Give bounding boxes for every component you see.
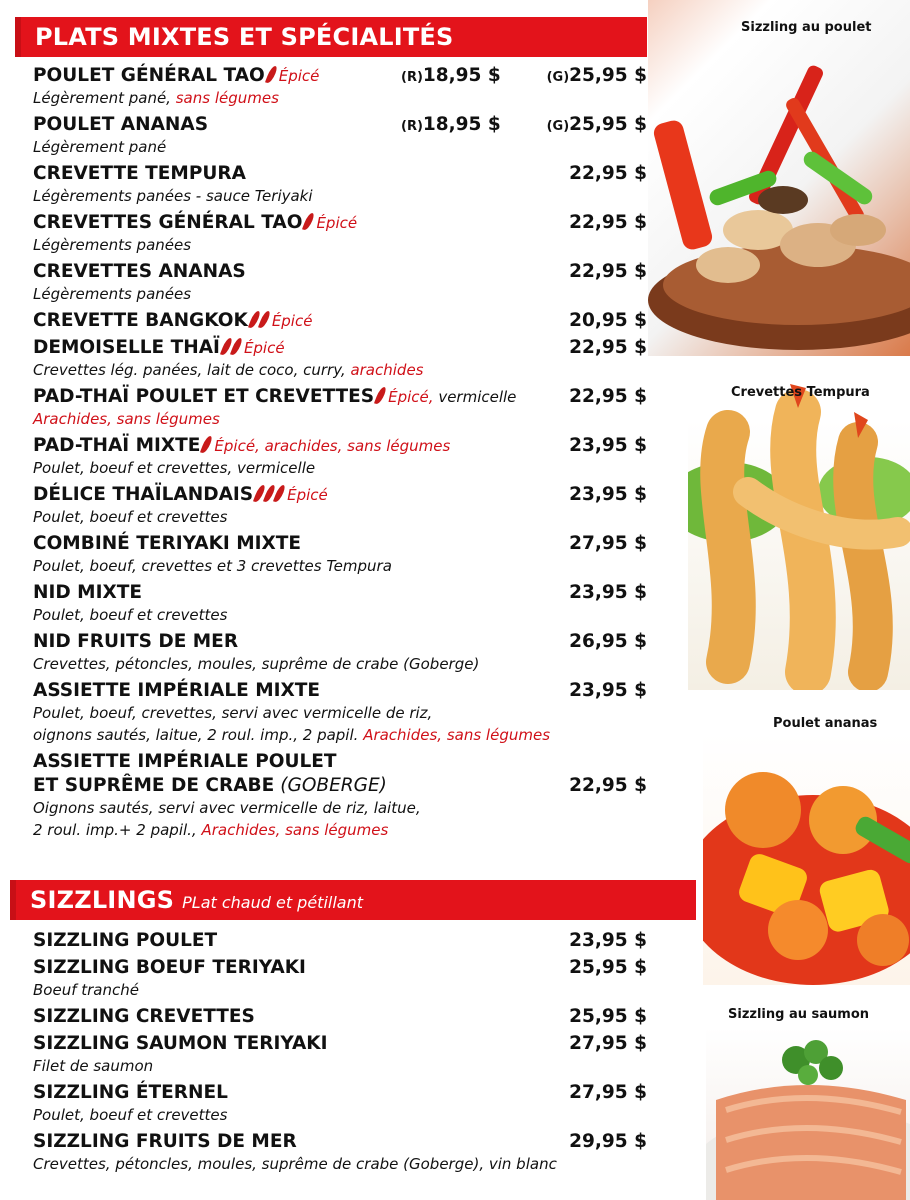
allergen-note: arachides bbox=[350, 361, 424, 379]
menu-item bbox=[33, 1005, 651, 1029]
menu-item-name: NID MIXTE bbox=[33, 582, 142, 603]
menu-item bbox=[33, 385, 651, 409]
price: 25,95 $ bbox=[569, 1006, 647, 1027]
menu-item-title bbox=[33, 65, 319, 86]
price: 22,95 $ bbox=[569, 337, 647, 358]
photo-caption: Crevettes Tempura bbox=[731, 385, 870, 400]
size-key: (R) bbox=[401, 70, 423, 85]
menu-item bbox=[33, 630, 651, 654]
menu-item-description bbox=[33, 1154, 651, 1176]
allergen-note: Arachides, sans légumes bbox=[201, 821, 389, 839]
menu-item-title bbox=[33, 435, 450, 456]
menu-item-name: CREVETTE BANGKOK bbox=[33, 310, 248, 331]
menu-item-name: SIZZLING ÉTERNEL bbox=[33, 1082, 228, 1103]
section-header-plats bbox=[15, 17, 647, 57]
price-large bbox=[547, 64, 647, 90]
menu-item bbox=[33, 260, 651, 284]
spicy-note: Épicé bbox=[271, 312, 313, 330]
price: 23,95 $ bbox=[569, 930, 647, 951]
menu-item-description bbox=[33, 703, 651, 725]
section-title: PLATS MIXTES ET SPÉCIALITÉS bbox=[35, 23, 454, 51]
menu-item-name: SIZZLING CREVETTES bbox=[33, 1006, 255, 1027]
menu-item-description bbox=[33, 284, 651, 306]
allergen-note: sans légumes bbox=[175, 89, 279, 107]
menu-item-description bbox=[33, 409, 651, 431]
menu-item-description bbox=[33, 88, 651, 110]
menu-item-name: PAD-THAÏ POULET ET CREVETTES bbox=[33, 386, 375, 407]
description-text: Oignons sautés, servi avec vermicelle de riz, laitue, bbox=[33, 799, 421, 817]
menu-item-name: SIZZLING POULET bbox=[33, 930, 218, 951]
description-text: Filet de saumon bbox=[33, 1057, 154, 1075]
price: 23,95 $ bbox=[569, 680, 647, 701]
menu-list-sizzlings bbox=[33, 929, 651, 1179]
menu-item-note: vermicelle bbox=[433, 388, 517, 406]
menu-item-title bbox=[33, 484, 328, 505]
menu-item-title bbox=[33, 163, 246, 184]
menu-item-description bbox=[33, 186, 651, 208]
chili-icon bbox=[265, 66, 278, 84]
menu-item-description bbox=[33, 235, 651, 257]
spicy-note: Épicé bbox=[278, 67, 320, 85]
menu-item-title bbox=[33, 775, 387, 796]
menu-item-name: SIZZLING SAUMON TERIYAKI bbox=[33, 1033, 328, 1054]
spicy-note: Épicé bbox=[243, 339, 285, 357]
photo-caption: Sizzling au poulet bbox=[741, 20, 872, 35]
section-subtitle: PLat chaud et pétillant bbox=[182, 892, 364, 912]
price: 27,95 $ bbox=[569, 1082, 647, 1103]
menu-item-name: CREVETTES ANANAS bbox=[33, 261, 246, 282]
menu-item-description bbox=[33, 137, 651, 159]
menu-item bbox=[33, 211, 651, 235]
price-large bbox=[547, 113, 647, 139]
price: 22,95 $ bbox=[569, 212, 647, 233]
menu-item bbox=[33, 309, 651, 333]
allergen-note: Arachides, sans légumes bbox=[33, 410, 220, 428]
menu-item-name: CREVETTE TEMPURA bbox=[33, 163, 246, 184]
description-text: Légèrement pané bbox=[33, 138, 167, 156]
price: 23,95 $ bbox=[569, 435, 647, 456]
menu-item bbox=[33, 434, 651, 458]
menu-item-title bbox=[33, 751, 337, 772]
photo-caption: Sizzling au saumon bbox=[728, 1007, 870, 1022]
section-header-sizzlings bbox=[10, 880, 696, 920]
price-value: 25,95 $ bbox=[569, 114, 647, 135]
menu-item bbox=[33, 336, 651, 360]
chili-icon bbox=[273, 485, 286, 503]
menu-item-title bbox=[33, 680, 320, 701]
menu-item-name: CREVETTES GÉNÉRAL TAO bbox=[33, 212, 303, 233]
menu-item-title bbox=[33, 114, 208, 135]
menu-item-title bbox=[33, 1033, 328, 1054]
description-text: Légèrements panées - sauce Teriyaki bbox=[33, 187, 313, 205]
price-value: 18,95 $ bbox=[422, 65, 501, 86]
menu-item-title bbox=[33, 310, 312, 331]
price-regular bbox=[401, 113, 501, 139]
size-key: (R) bbox=[401, 119, 423, 134]
spicy-note: Épicé, arachides, sans légumes bbox=[214, 437, 451, 455]
description-text: 2 roul. imp.+ 2 papil., bbox=[33, 821, 202, 839]
price: 27,95 $ bbox=[569, 1033, 647, 1054]
chili-icon bbox=[374, 387, 387, 405]
description-text: Crevettes, pétoncles, moules, suprême de crabe (Goberge) bbox=[33, 655, 480, 673]
description-text: Poulet, boeuf, crevettes, servi avec vermicelle de riz, bbox=[33, 704, 433, 722]
description-text: Boeuf tranché bbox=[33, 981, 139, 999]
photo-crevettes-tempura bbox=[688, 372, 910, 690]
menu-item-note: (GOBERGE) bbox=[280, 775, 387, 796]
menu-item-title bbox=[33, 533, 301, 554]
price: 22,95 $ bbox=[569, 775, 647, 796]
menu-item-description bbox=[33, 980, 651, 1002]
menu-item-description bbox=[33, 820, 651, 842]
size-key: (G) bbox=[546, 119, 570, 134]
menu-item-description bbox=[33, 360, 651, 382]
price: 22,95 $ bbox=[569, 163, 647, 184]
price: 22,95 $ bbox=[569, 261, 647, 282]
menu-item-description bbox=[33, 1105, 651, 1127]
description-text: Poulet, boeuf, crevettes et 3 crevettes Tempura bbox=[33, 557, 392, 575]
menu-item bbox=[33, 679, 651, 703]
menu-item-description bbox=[33, 1056, 651, 1078]
menu-item-title bbox=[33, 212, 357, 233]
allergen-note: Arachides, sans légumes bbox=[363, 726, 551, 744]
price: 20,95 $ bbox=[569, 310, 647, 331]
description-text: Crevettes lég. panées, lait de coco, curry, bbox=[33, 361, 351, 379]
menu-item bbox=[33, 1130, 651, 1154]
menu-item-description bbox=[33, 458, 651, 480]
menu-item bbox=[33, 64, 651, 88]
size-key: (G) bbox=[546, 70, 570, 85]
description-text: Crevettes, pétoncles, moules, suprême de crabe (Goberge), vin blanc bbox=[33, 1155, 557, 1173]
section-title: SIZZLINGS bbox=[30, 886, 175, 914]
menu-item bbox=[33, 929, 651, 953]
menu-item-title bbox=[33, 582, 142, 603]
menu-item-title bbox=[33, 1006, 255, 1027]
menu-item-name: COMBINÉ TERIYAKI MIXTE bbox=[33, 533, 302, 554]
menu-list-plats bbox=[33, 64, 651, 845]
price: 23,95 $ bbox=[569, 582, 647, 603]
spicy-note: Épicé, bbox=[388, 388, 434, 406]
photo-sizzling-poulet bbox=[648, 0, 910, 356]
price: 25,95 $ bbox=[569, 957, 647, 978]
menu-item-title bbox=[33, 957, 306, 978]
description-text: Poulet, boeuf et crevettes, vermicelle bbox=[33, 459, 316, 477]
description-text: Poulet, boeuf et crevettes bbox=[33, 1106, 228, 1124]
menu-item-name: SIZZLING BOEUF TERIYAKI bbox=[33, 957, 306, 978]
menu-item-title bbox=[33, 261, 246, 282]
menu-item-name: ET SUPRÊME DE CRABE bbox=[33, 775, 275, 796]
price: 27,95 $ bbox=[569, 533, 647, 554]
menu-item bbox=[33, 1081, 651, 1105]
menu-item-name: SIZZLING FRUITS DE MER bbox=[33, 1131, 297, 1152]
menu-item-title bbox=[33, 337, 285, 358]
price: 23,95 $ bbox=[569, 484, 647, 505]
menu-item-name: NID FRUITS DE MER bbox=[33, 631, 239, 652]
menu-item-name: ASSIETTE IMPÉRIALE POULET bbox=[33, 751, 337, 772]
menu-item bbox=[33, 532, 651, 556]
description-text: oignons sautés, laitue, 2 roul. imp., 2 papil. bbox=[33, 726, 364, 744]
menu-item-name: POULET GÉNÉRAL TAO bbox=[33, 65, 265, 86]
photo-caption: Poulet ananas bbox=[773, 716, 878, 731]
menu-item-description bbox=[33, 605, 651, 627]
chili-icon bbox=[200, 436, 213, 454]
menu-item-title bbox=[33, 386, 516, 407]
chili-icon bbox=[302, 213, 315, 231]
menu-item bbox=[33, 113, 651, 137]
menu-item bbox=[33, 750, 651, 774]
menu-item-description bbox=[33, 556, 651, 578]
spicy-note: Épicé bbox=[316, 214, 358, 232]
description-text: Légèrements panées bbox=[33, 236, 192, 254]
menu-item-name: ASSIETTE IMPÉRIALE MIXTE bbox=[33, 680, 321, 701]
price: 29,95 $ bbox=[569, 1131, 647, 1152]
description-text: Poulet, boeuf et crevettes bbox=[33, 508, 228, 526]
menu-item bbox=[33, 1032, 651, 1056]
price: 22,95 $ bbox=[569, 386, 647, 407]
price-value: 25,95 $ bbox=[569, 65, 647, 86]
description-text: Poulet, boeuf et crevettes bbox=[33, 606, 228, 624]
price-value: 18,95 $ bbox=[422, 114, 501, 135]
menu-item-name: POULET ANANAS bbox=[33, 114, 209, 135]
menu-item-description bbox=[33, 654, 651, 676]
description-text: Légèrements panées bbox=[33, 285, 192, 303]
menu-item bbox=[33, 483, 651, 507]
menu-item bbox=[33, 956, 651, 980]
spicy-note: Épicé bbox=[287, 486, 328, 504]
price-regular bbox=[401, 64, 501, 90]
menu-item-description bbox=[33, 798, 651, 820]
price: 26,95 $ bbox=[569, 631, 647, 652]
description-text: Légèrement pané, bbox=[33, 89, 176, 107]
menu-item-title bbox=[33, 930, 217, 951]
menu-item-description bbox=[33, 507, 651, 529]
menu-item-name: DÉLICE THAÏLANDAIS bbox=[33, 484, 254, 505]
menu-item-title bbox=[33, 631, 238, 652]
menu-item bbox=[33, 162, 651, 186]
menu-item bbox=[33, 581, 651, 605]
menu-item-description bbox=[33, 725, 651, 747]
menu-item-title bbox=[33, 1131, 297, 1152]
photo-poulet-ananas bbox=[703, 700, 910, 985]
menu-item-title-line2 bbox=[33, 774, 651, 798]
menu-item-name: PAD-THAÏ MIXTE bbox=[33, 435, 201, 456]
menu-item-title bbox=[33, 1082, 228, 1103]
menu-item-name: DEMOISELLE THAÏ bbox=[33, 337, 220, 358]
